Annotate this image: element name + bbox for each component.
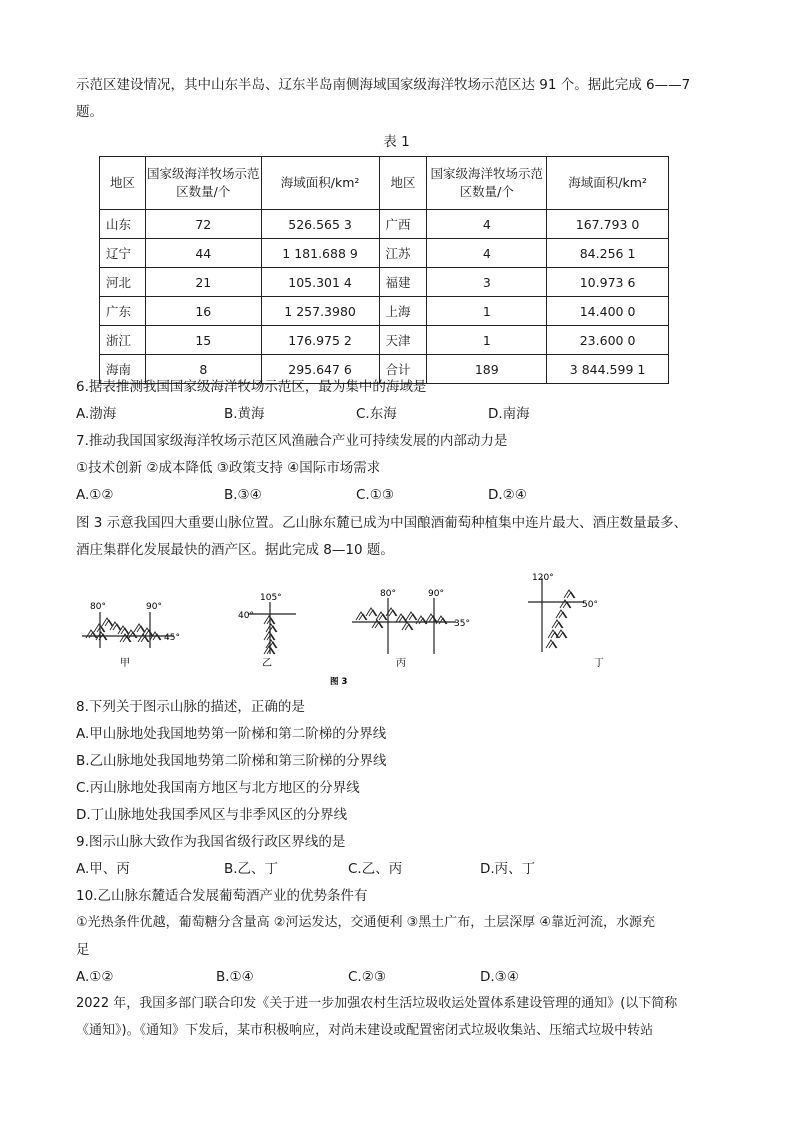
table-cell: 8	[145, 355, 261, 384]
table-cell: 10.973 6	[547, 268, 669, 297]
intro2-line-1: 图 3 示意我国四大重要山脉位置。乙山脉东麓已成为中国酿酒葡萄种植集中连片最大、酒庄数量最多、	[76, 515, 688, 531]
q6-stem: 6.据表推测我国国家级海洋牧场示范区，最为集中的海域是	[76, 379, 427, 395]
table-cell: 105.301 4	[261, 268, 379, 297]
q9-stem: 9.图示山脉大致作为我国省级行政区界线的是	[76, 834, 346, 850]
outro-line-1: 2022 年，我国多部门联合印发《关于进一步加强农村生活垃圾收运处置体系建设管理的通知》(以下简称	[76, 996, 678, 1011]
q10-option-c: C.②③	[348, 969, 386, 985]
q7-stem: 7.推动我国国家级海洋牧场示范区风渔融合产业可持续发展的内部动力是	[76, 433, 508, 449]
figure-3-mountain-map	[76, 572, 656, 690]
q10-stem: 10.乙山脉东麓适合发展葡萄酒产业的优势条件有	[76, 888, 368, 904]
mountain-yi	[238, 593, 296, 669]
table-cell: 广东	[100, 297, 146, 326]
table-cell: 21	[145, 268, 261, 297]
table-cell: 72	[145, 210, 261, 239]
table-cell: 1	[427, 326, 547, 355]
q9-option-a: A.甲、丙	[76, 861, 130, 877]
jia-lon-2: 90°	[146, 602, 162, 612]
table-cell: 1	[427, 297, 547, 326]
q10-option-d: D.③④	[480, 969, 519, 985]
yi-lat: 40°	[238, 611, 254, 621]
q7-option-b: B.③④	[224, 487, 262, 503]
table-row	[100, 210, 669, 239]
intro-line-2: 题。	[76, 104, 103, 120]
table-cell: 526.565 3	[261, 210, 379, 239]
q8-stem: 8.下列关于图示山脉的描述，正确的是	[76, 699, 305, 715]
q6-option-a: A.渤海	[76, 406, 117, 422]
q8-option-b: B.乙山脉地处我国地势第二阶梯和第三阶梯的分界线	[76, 753, 387, 769]
q10-items-line-2: 足	[76, 942, 90, 958]
bing-lon-2: 90°	[428, 589, 444, 599]
q9-option-c: C.乙、丙	[348, 861, 403, 877]
table-cell: 合计	[379, 355, 427, 384]
table-cell: 4	[427, 239, 547, 268]
table-cell: 176.975 2	[261, 326, 379, 355]
bing-lon-1: 80°	[380, 589, 396, 599]
q10-option-b: B.①④	[216, 969, 254, 985]
table-cell: 上海	[379, 297, 427, 326]
table-cell: 浙江	[100, 326, 146, 355]
table-cell: 167.793 0	[547, 210, 669, 239]
q8-option-a: A.甲山脉地处我国地势第一阶梯和第二阶梯的分界线	[76, 726, 387, 742]
intro2-line-2: 酒庄集群化发展最快的酒产区。据此完成 8—10 题。	[76, 542, 394, 558]
header-cell: 国家级海洋牧场示范区数量/个	[427, 157, 547, 210]
q9-option-b: B.乙、丁	[224, 861, 279, 877]
table-cell: 福建	[379, 268, 427, 297]
outro-line-2: 《通知》)。《通知》下发后，某市积极响应，对尚未建设或配置密闭式垃圾收集站、压缩式垃圾中转站	[76, 1023, 654, 1038]
table-row	[100, 326, 669, 355]
q6-option-d: D.南海	[488, 406, 530, 422]
table-cell: 23.600 0	[547, 326, 669, 355]
q7-items: ①技术创新 ②成本降低 ③政策支持 ④国际市场需求	[76, 460, 381, 476]
table-row	[100, 239, 669, 268]
table-cell: 44	[145, 239, 261, 268]
table-cell: 辽宁	[100, 239, 146, 268]
table-row	[100, 297, 669, 326]
table-caption: 表 1	[383, 134, 410, 150]
q7-option-c: C.①③	[356, 487, 394, 503]
jia-label: 甲	[120, 658, 130, 669]
table-cell: 河北	[100, 268, 146, 297]
header-cell: 海域面积/km²	[261, 157, 379, 210]
jia-lon-1: 80°	[90, 602, 106, 612]
q8-option-d: D.丁山脉地处我国季风区与非季风区的分界线	[76, 807, 348, 823]
jia-lat: 45°	[164, 633, 180, 643]
table-cell: 3	[427, 268, 547, 297]
q10-option-a: A.①②	[76, 969, 114, 985]
bing-label: 丙	[396, 658, 406, 669]
table-cell: 14.400 0	[547, 297, 669, 326]
table-cell: 189	[427, 355, 547, 384]
q9-option-d: D.丙、丁	[480, 861, 536, 877]
ding-lon: 120°	[532, 573, 554, 583]
header-cell: 国家级海洋牧场示范区数量/个	[145, 157, 261, 210]
ding-lat: 50°	[582, 600, 598, 610]
table-cell: 295.647 6	[261, 355, 379, 384]
table-cell: 1 257.3980	[261, 297, 379, 326]
table-row	[100, 268, 669, 297]
table-cell: 1 181.688 9	[261, 239, 379, 268]
data-table	[99, 156, 669, 384]
table-cell: 15	[145, 326, 261, 355]
header-cell: 海域面积/km²	[547, 157, 669, 210]
mountain-jia	[82, 602, 180, 669]
q7-option-d: D.②④	[488, 487, 527, 503]
table-cell: 3 844.599 1	[547, 355, 669, 384]
table-cell: 江苏	[379, 239, 427, 268]
figure-caption: 图 3	[330, 677, 348, 687]
q10-items-line-1: ①光热条件优越，葡萄糖分含量高 ②河运发达，交通便利 ③黑土广布，土层深厚 ④靠近河流，水源充	[76, 915, 656, 930]
q8-option-c: C.丙山脉地处我国南方地区与北方地区的分界线	[76, 780, 360, 796]
header-cell: 地区	[379, 157, 427, 210]
q6-option-b: B.黄海	[224, 406, 265, 422]
yi-lon: 105°	[260, 593, 282, 603]
header-cell: 地区	[100, 157, 146, 210]
mountain-bing	[352, 589, 470, 669]
mountain-ding	[528, 573, 604, 669]
table-cell: 天津	[379, 326, 427, 355]
yi-label: 乙	[262, 658, 272, 669]
table-cell: 山东	[100, 210, 146, 239]
table-cell: 16	[145, 297, 261, 326]
table-cell: 84.256 1	[547, 239, 669, 268]
q7-option-a: A.①②	[76, 487, 114, 503]
ding-label: 丁	[594, 658, 604, 669]
q6-option-c: C.东海	[356, 406, 397, 422]
table-cell: 海南	[100, 355, 146, 384]
bing-lat: 35°	[454, 619, 470, 629]
intro-line-1: 示范区建设情况，其中山东半岛、辽东半岛南侧海域国家级海洋牧场示范区达 91 个。据此完成 6——7	[76, 77, 691, 93]
table-cell: 广西	[379, 210, 427, 239]
table-header-row	[100, 157, 669, 210]
table-cell: 4	[427, 210, 547, 239]
